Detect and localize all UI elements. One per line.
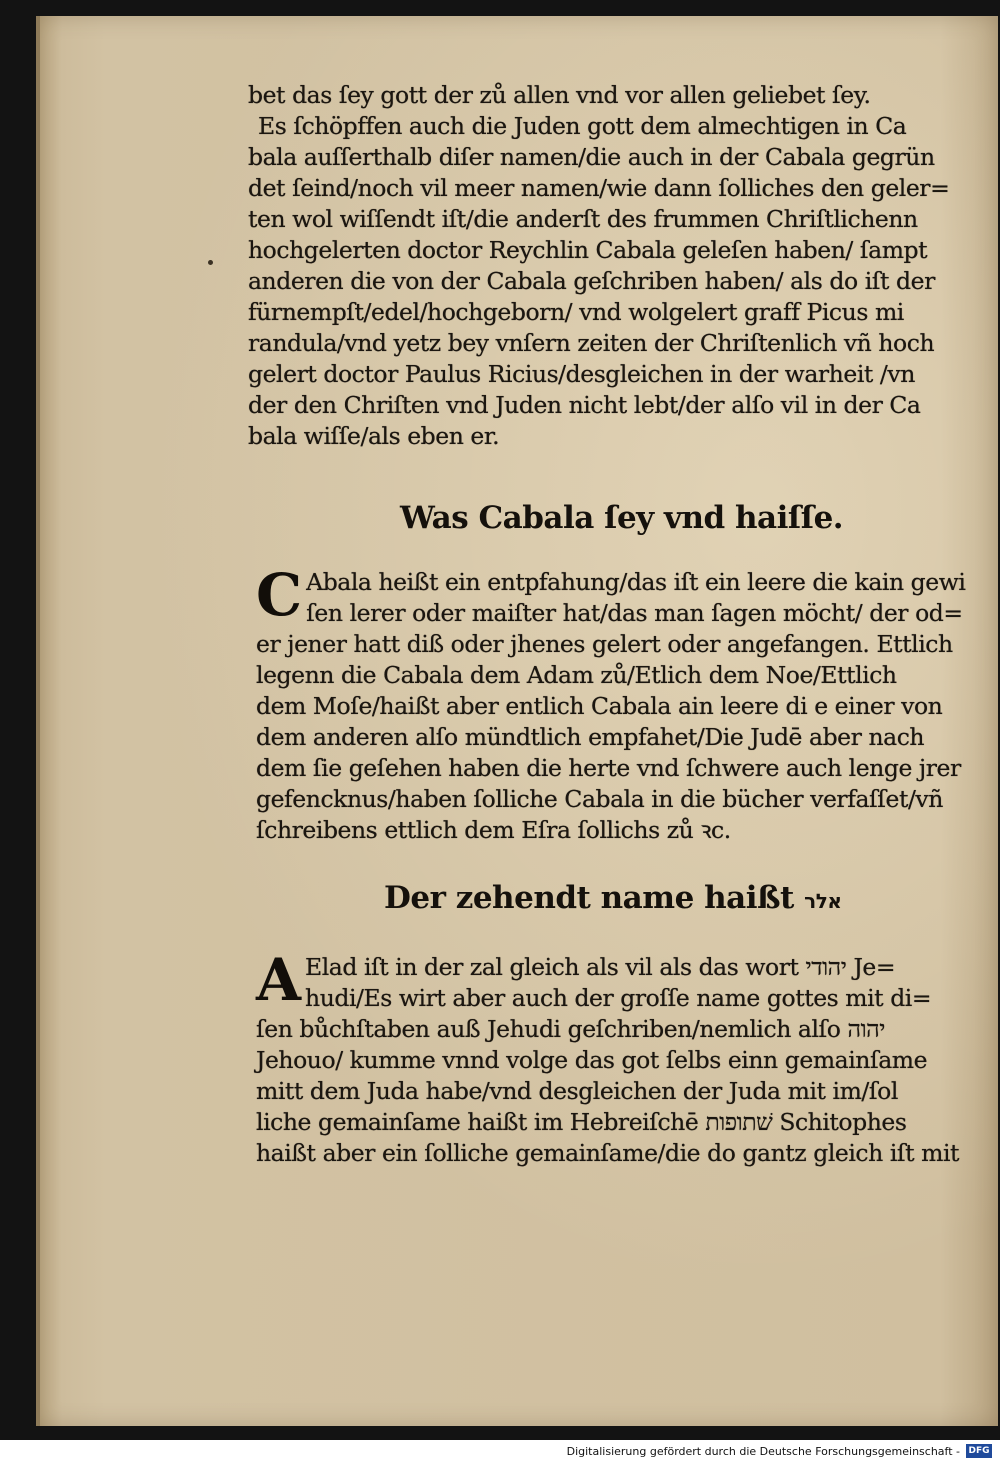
section-heading: Was Cabala ſey vnd haiſſe. xyxy=(400,500,844,536)
text-line: Jehouo/ kumme vnnd volge das got ſelbs einn gemainſame xyxy=(256,1046,928,1074)
text-line: ſen bůchſtaben auß Jehudi geſchriben/nemlich alſo יהוה xyxy=(256,1015,885,1043)
section-heading xyxy=(384,880,841,916)
dfg-logo: DFG xyxy=(966,1444,992,1458)
text-line: ſchreibens ettlich dem Eſra ſollichs zů ꝛc. xyxy=(256,816,731,844)
text-line: anderen die von der Cabala geſchriben haben/ als do iſt der xyxy=(248,267,935,295)
text-line: gefencknus/haben ſolliche Cabala in die bücher verfaſſet/vñ xyxy=(256,785,943,813)
text-line: dem anderen alſo mündtlich empfahet/Die Judē aber nach xyxy=(256,723,925,751)
text-line: randula/vnd yetz bey vnſern zeiten der Chriſtenlich vñ hoch xyxy=(248,329,935,357)
text-line: bet das ſey gott der zů allen vnd vor allen geliebet ſey. xyxy=(248,81,871,109)
text-line: legenn die Cabala dem Adam zů/Etlich dem Noe/Ettlich xyxy=(256,661,897,689)
funding-credit: Digitalisierung gefördert durch die Deutsche Forschungsgemeinschaft - xyxy=(566,1445,960,1458)
text-line: Abala heißt ein entpfahung/das iſt ein leere die kain gewi xyxy=(306,568,966,596)
page-gutter xyxy=(36,16,40,1426)
text-line: ten wol wiſſendt iſt/die anderſt des frummen Chriſtlichenn xyxy=(248,205,918,233)
text-line: Es ſchöpffen auch die Juden gott dem almechtigen in Ca xyxy=(258,112,907,140)
drop-cap: A xyxy=(256,946,302,1014)
footer-bar xyxy=(0,1440,1000,1463)
text-line: bala wiſſe/als eben er. xyxy=(248,422,500,450)
text-line: dem Moſe/haißt aber entlich Cabala ain leere di e einer von xyxy=(256,692,943,720)
drop-cap: C xyxy=(256,561,303,629)
paragraph-1 xyxy=(248,80,968,452)
paragraph-3 xyxy=(256,946,966,1169)
text-line: hochgelerten doctor Reychlin Cabala geleſen haben/ ſampt xyxy=(248,236,928,264)
heading-text: Der zehendt name haißt xyxy=(384,880,794,916)
text-line: Elad iſt in der zal gleich als vil als das wort יהודי Je= xyxy=(305,953,896,981)
text-line: ſen lerer oder maiſter hat/das man ſagen möcht/ der od= xyxy=(306,599,963,627)
text-line: dem ſie geſehen haben die herte vnd ſchwere auch lenge jrer xyxy=(256,754,961,782)
text-line: gelert doctor Paulus Ricius/desgleichen in der warheit /vn xyxy=(248,360,915,388)
text-line: mitt dem Juda habe/vnd desgleichen der Juda mit im/ſol xyxy=(256,1077,898,1105)
text-line: der den Chriſten vnd Juden nicht lebt/der alſo vil in der Ca xyxy=(248,391,921,419)
text-line: det ſeind/noch vil meer namen/wie dann ſolliches den geler= xyxy=(248,174,950,202)
paragraph-2 xyxy=(256,561,966,846)
text-line: er jener hatt diß oder jhenes gelert oder angefangen. Ettlich xyxy=(256,630,953,658)
text-line: bala auſſerthalb diſer namen/die auch in der Cabala gegrün xyxy=(248,143,935,171)
text-line: liche gemainſame haißt im Hebreiſchē שׁתופות Schitophes xyxy=(256,1108,907,1136)
text-line: hudi/Es wirt aber auch der groſſe name gottes mit di= xyxy=(305,984,932,1012)
text-line: fürnempſt/edel/hochgeborn/ vnd wolgelert graff Picus mi xyxy=(248,298,904,326)
ink-mark xyxy=(208,260,213,265)
text-line: haißt aber ein ſolliche gemainſame/die do gantz gleich iſt mit xyxy=(256,1139,960,1167)
hebrew-word: אלר xyxy=(804,889,842,913)
